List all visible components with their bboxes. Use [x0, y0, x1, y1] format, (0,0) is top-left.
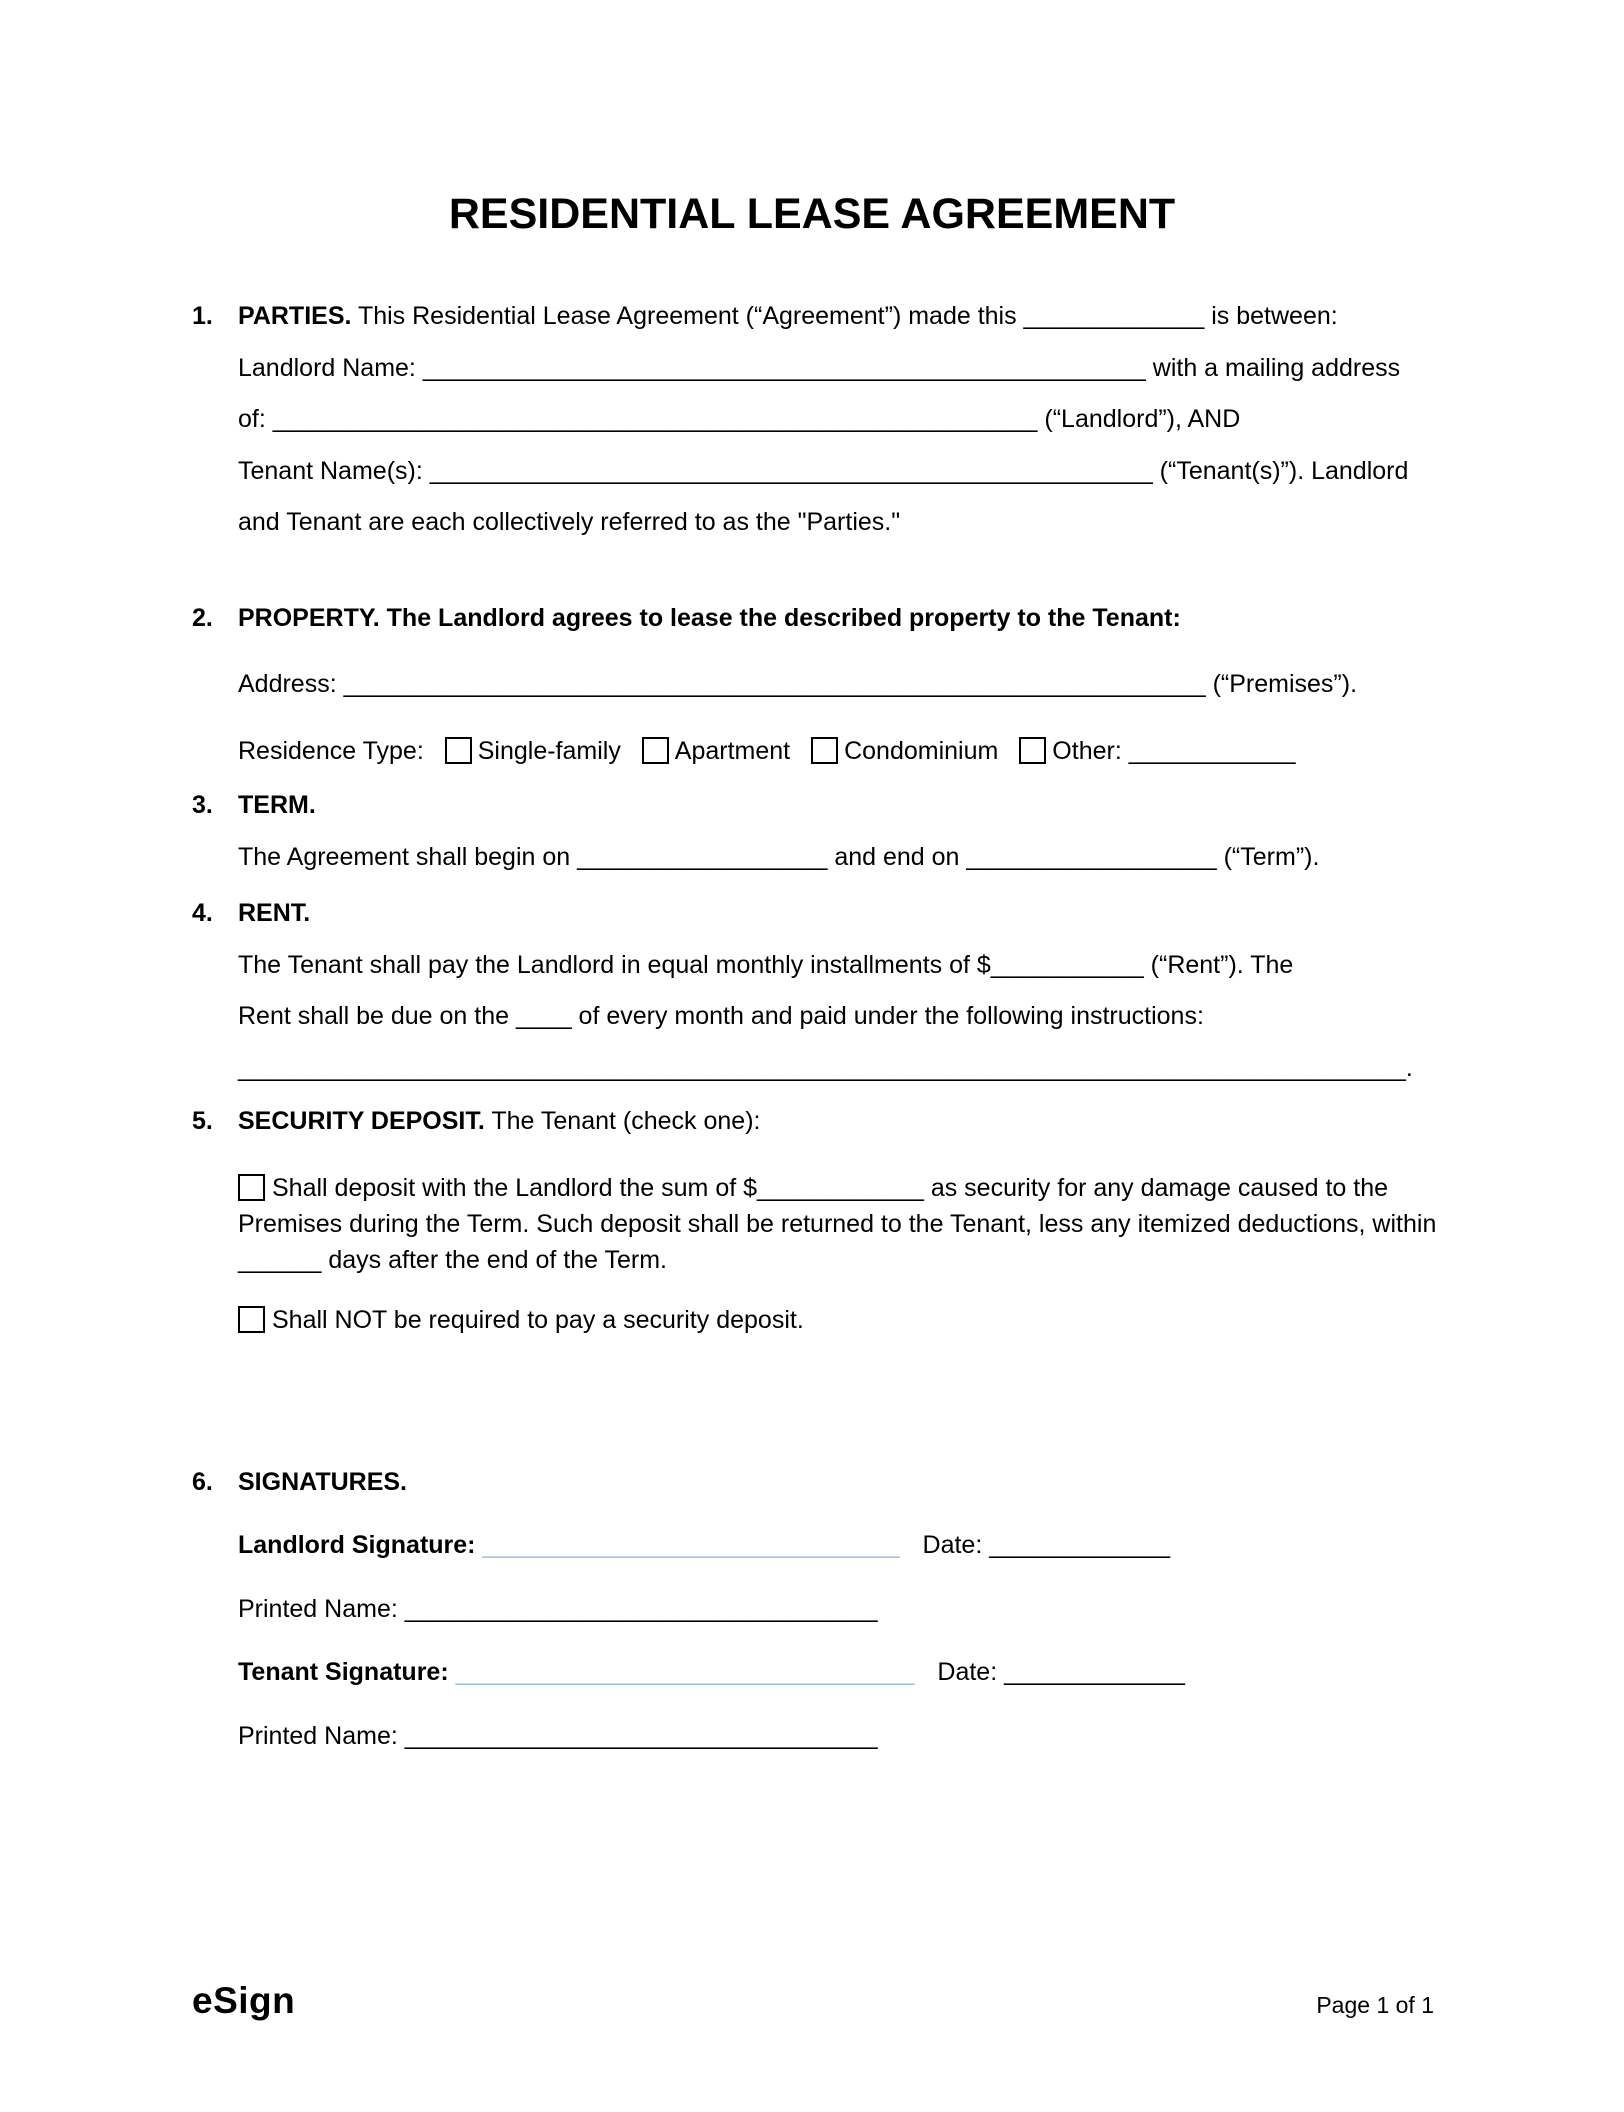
paragraph-line: [238, 593, 1438, 645]
deposit-option-required-text: Shall deposit with the Landlord the sum of $____________ as security for any damage caused to the Premises during the Term. Such deposit shall be returned to the Tenant, less any itemized deductions, within ______ days after the end of the Term.: [238, 1173, 1437, 1274]
landlord-date-line[interactable]: _____________: [989, 1531, 1170, 1559]
tenant-signature-line[interactable]: _________________________________: [455, 1658, 915, 1686]
page-number: Page 1 of 1: [1316, 1992, 1434, 2018]
tenant-printed-name-line[interactable]: __________________________________: [404, 1721, 878, 1750]
section-number: 6.: [192, 1467, 213, 1496]
paragraph-line: [238, 1096, 1438, 1148]
residence-option-condominium: [811, 737, 998, 765]
residence-option-single-family: [445, 737, 621, 765]
printed-name-label: Printed Name:: [238, 1721, 398, 1750]
landlord-signature-label: Landlord Signature:: [238, 1531, 476, 1559]
section-heading: SECURITY DEPOSIT.: [238, 1107, 485, 1135]
paragraph-line: The Tenant shall pay the Landlord in equal monthly installments of $___________ (“Rent”). The: [238, 950, 1294, 979]
checkbox-condominium[interactable]: [811, 737, 838, 764]
section-signatures: [192, 1457, 1438, 1763]
section-heading: PARTIES.: [238, 302, 352, 330]
checkbox-single-family[interactable]: [445, 737, 472, 764]
paragraph-line: Tenant Name(s): ____________________________________________________ (“Tenant(s)”). Landlord: [238, 456, 1409, 485]
section-property: [192, 593, 1438, 778]
section-heading-text: The Landlord agrees to lease the described property to the Tenant:: [386, 603, 1181, 632]
residence-type-label: Residence Type:: [238, 736, 424, 765]
section-number: 2.: [192, 603, 213, 632]
deposit-option-required: [238, 1170, 1438, 1278]
section-heading: SIGNATURES.: [238, 1467, 407, 1496]
other-blank-line: ____________: [1128, 736, 1296, 765]
tenant-signature-row: [238, 1647, 1438, 1699]
landlord-signature-row: [238, 1520, 1438, 1572]
landlord-printed-name-row: [238, 1584, 1438, 1636]
paragraph-line: [238, 1457, 1438, 1509]
landlord-signature-line[interactable]: ______________________________: [482, 1531, 900, 1559]
document-body: [192, 291, 1438, 1762]
section-number: 1.: [192, 302, 213, 330]
residence-option-other: [1019, 737, 1295, 765]
section-number: 3.: [192, 791, 213, 819]
printed-name-label: Printed Name:: [238, 1594, 398, 1623]
section-rent: [192, 888, 1438, 1094]
checkbox-no-deposit[interactable]: [238, 1306, 265, 1333]
paragraph-text: This Residential Lease Agreement (“Agreement”) made this _____________ is between:: [357, 302, 1338, 330]
section-term: [192, 780, 1438, 883]
paragraph-line: [238, 888, 1438, 940]
section-number: 5.: [192, 1107, 213, 1135]
page-title: RESIDENTIAL LEASE AGREEMENT: [448, 190, 1176, 238]
section-parties: [192, 291, 1438, 549]
option-label: Single-family: [477, 736, 621, 765]
paragraph-line: of: _______________________________________________________ (“Landlord”), AND: [238, 405, 1241, 433]
paragraph-line: [238, 291, 1438, 343]
option-label: Condominium: [844, 736, 999, 765]
date-label: Date:: [937, 1658, 998, 1686]
option-label: Apartment: [674, 736, 791, 765]
landlord-printed-name-line[interactable]: __________________________________: [404, 1594, 878, 1623]
paragraph-line: The Agreement shall begin on __________________ and end on __________________ (“Term”).: [238, 842, 1320, 871]
date-label: Date:: [922, 1531, 983, 1559]
section-heading: TERM.: [238, 791, 316, 819]
section-heading-text: The Tenant (check one):: [491, 1107, 761, 1135]
paragraph-line: [238, 780, 1438, 832]
esign-logo: eSign: [192, 1980, 296, 2021]
section-security-deposit: [192, 1096, 1438, 1338]
section-number: 4.: [192, 899, 213, 927]
paragraph-line: Rent shall be due on the ____ of every month and paid under the following instructions:: [238, 1002, 1204, 1030]
section-heading: RENT.: [238, 899, 311, 927]
checkbox-deposit-required[interactable]: [238, 1174, 265, 1201]
checkbox-other[interactable]: [1019, 737, 1046, 764]
deposit-option-none: [238, 1302, 1438, 1338]
paragraph-line: Landlord Name: ____________________________________________________ with a mailing address: [238, 353, 1401, 382]
tenant-signature-label: Tenant Signature:: [238, 1658, 449, 1686]
residence-type-row: [238, 726, 1438, 778]
page-footer: [192, 1980, 1434, 2022]
deposit-option-none-text: Shall NOT be required to pay a security deposit.: [272, 1305, 804, 1334]
residence-option-apartment: [642, 737, 790, 765]
tenant-date-line[interactable]: _____________: [1004, 1658, 1185, 1686]
checkbox-apartment[interactable]: [642, 737, 669, 764]
instructions-blank-line: ____________________________________________________________________________________.: [238, 1053, 1413, 1082]
paragraph-line: and Tenant are each collectively referred to as the "Parties.": [238, 508, 901, 536]
option-label: Other:: [1052, 736, 1122, 765]
address-line: Address: ______________________________________________________________ (“Premises”).: [238, 670, 1358, 698]
tenant-printed-name-row: [238, 1711, 1438, 1763]
section-heading: PROPERTY.: [238, 603, 380, 632]
